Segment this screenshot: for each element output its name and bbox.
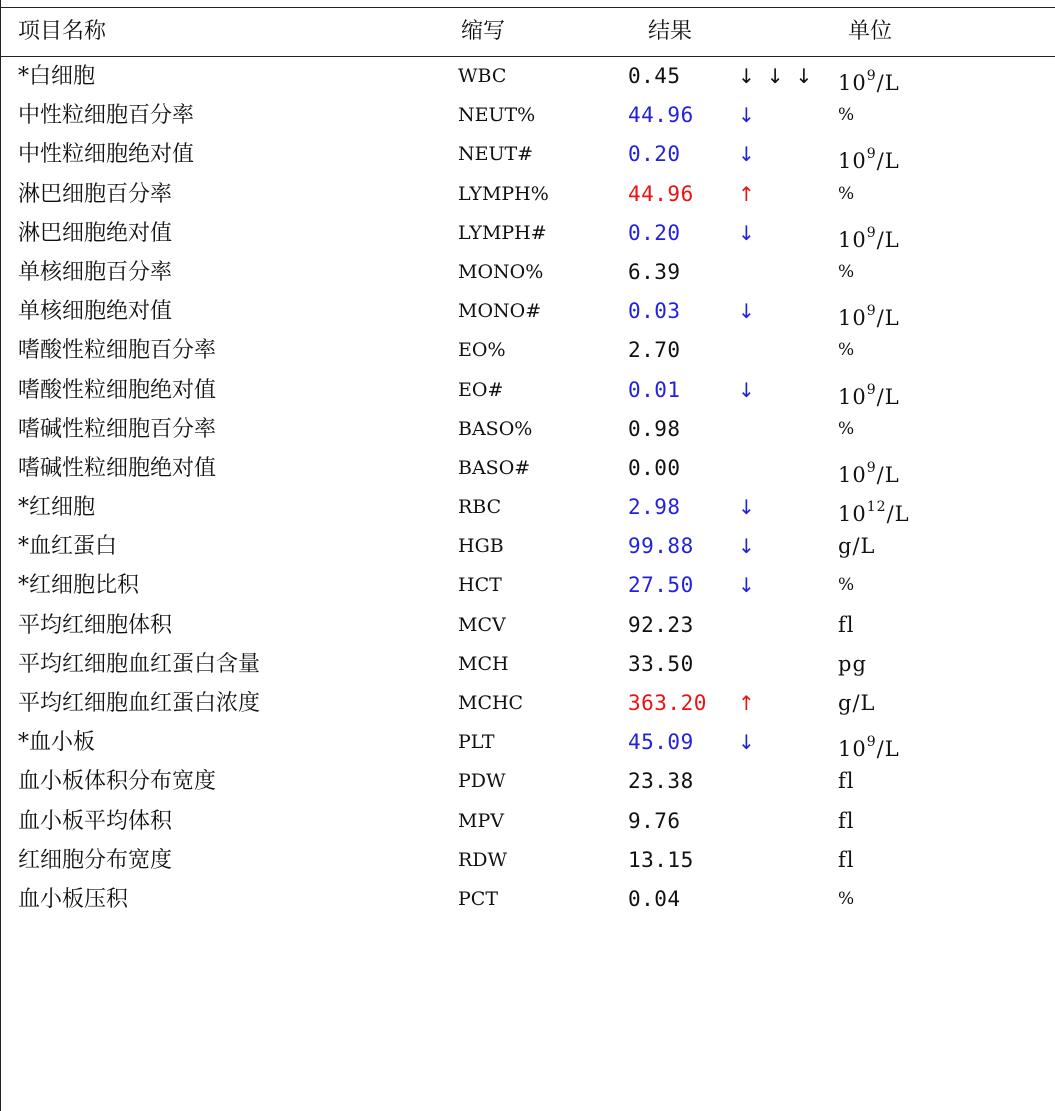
item-value: 0.98 — [628, 416, 681, 441]
table-row — [0, 410, 1055, 449]
unit-base: g/L — [838, 691, 876, 715]
results-table-body — [0, 57, 1055, 919]
unit-base: 10 — [838, 462, 867, 487]
unit-tail: /L — [876, 71, 900, 95]
arrow-down-icon: ↓ — [738, 573, 755, 598]
item-name: *血小板 — [18, 730, 96, 756]
arrow-up-icon: ↑ — [738, 181, 755, 206]
item-name: *红细胞 — [18, 495, 96, 521]
unit-exponent: 9 — [866, 146, 877, 163]
table-row — [0, 253, 1055, 292]
item-value: 363.20 — [628, 691, 707, 715]
unit-base: 10 — [838, 71, 867, 95]
header-result: 结果 — [648, 19, 693, 44]
item-value: 6.39 — [628, 259, 681, 284]
item-name: *红细胞比积 — [18, 573, 140, 599]
unit-base: fl — [838, 769, 855, 794]
unit-exponent: 9 — [866, 459, 877, 476]
unit-tail: /L — [876, 306, 900, 331]
item-value: 2.98 — [628, 495, 681, 520]
item-abbr: LYMPH% — [458, 182, 549, 205]
item-name: 中性粒细胞绝对值 — [18, 142, 195, 168]
arrow-down-icon: ↓ — [738, 103, 755, 128]
table-row — [0, 723, 1055, 762]
unit-tail: /L — [876, 462, 900, 487]
table-row — [0, 449, 1055, 488]
item-unit — [838, 175, 855, 214]
item-value: 0.01 — [628, 377, 681, 402]
item-abbr: RBC — [458, 496, 502, 519]
table-row — [0, 175, 1055, 214]
item-abbr: NEUT% — [458, 104, 536, 127]
item-name: 中性粒细胞百分率 — [18, 103, 195, 129]
item-unit — [838, 410, 855, 449]
item-name: 血小板压积 — [18, 886, 129, 912]
item-unit — [838, 331, 855, 370]
item-abbr: EO# — [458, 378, 504, 401]
unit-base: 10 — [838, 384, 867, 409]
arrow-down-icon: ↓ — [738, 299, 755, 324]
item-abbr: EO% — [458, 339, 506, 362]
table-row — [0, 96, 1055, 135]
item-abbr: MONO# — [458, 300, 542, 323]
table-top-rule — [0, 7, 1055, 8]
item-name: 血小板体积分布宽度 — [18, 769, 217, 795]
arrow-down-icon: ↓ — [738, 495, 755, 520]
item-unit — [838, 880, 855, 919]
table-row — [0, 645, 1055, 684]
unit-base: % — [838, 105, 856, 126]
arrow-down-icon: ↓ — [738, 220, 755, 245]
table-row — [0, 488, 1055, 527]
item-value: 0.20 — [628, 220, 681, 245]
item-unit — [838, 841, 855, 880]
table-row — [0, 292, 1055, 331]
arrow-down-icon: ↓ — [738, 730, 755, 755]
item-name: 淋巴细胞绝对值 — [18, 220, 173, 246]
item-name: 嗜酸性粒细胞百分率 — [18, 338, 217, 364]
item-name: 淋巴细胞百分率 — [18, 181, 173, 207]
item-abbr: RDW — [458, 848, 508, 871]
item-value: 0.45 — [628, 64, 681, 88]
item-abbr: LYMPH# — [458, 221, 547, 244]
table-row — [0, 214, 1055, 253]
item-abbr: HCT — [458, 574, 502, 597]
unit-exponent: 9 — [866, 734, 877, 751]
item-name: 嗜碱性粒细胞百分率 — [18, 416, 217, 442]
unit-base: % — [838, 888, 856, 909]
item-value: 23.38 — [628, 769, 694, 794]
unit-base: g/L — [838, 534, 876, 559]
unit-base: 10 — [838, 149, 867, 174]
item-abbr: MCH — [458, 652, 509, 675]
item-unit — [838, 253, 855, 292]
unit-base: fl — [838, 847, 855, 872]
item-value: 0.03 — [628, 299, 681, 324]
unit-tail: /L — [876, 227, 900, 252]
item-unit — [838, 566, 855, 605]
unit-tail: /L — [876, 149, 900, 174]
item-value: 27.50 — [628, 573, 694, 598]
item-unit — [838, 762, 855, 801]
item-name: 单核细胞绝对值 — [18, 299, 173, 325]
table-row — [0, 684, 1055, 723]
unit-base: fl — [838, 612, 855, 637]
item-value: 33.50 — [628, 651, 694, 676]
item-value: 44.96 — [628, 181, 694, 206]
table-row — [0, 802, 1055, 841]
item-abbr: WBC — [458, 65, 507, 87]
item-unit — [838, 606, 855, 645]
item-name: 红细胞分布宽度 — [18, 847, 173, 873]
item-unit — [838, 527, 875, 566]
item-abbr: HGB — [458, 535, 504, 558]
table-row — [0, 762, 1055, 801]
unit-tail: /L — [876, 384, 900, 409]
item-abbr: NEUT# — [458, 143, 534, 166]
table-header — [0, 12, 1055, 52]
item-value: 45.09 — [628, 730, 694, 755]
header-unit: 单位 — [848, 19, 893, 44]
item-name: *白细胞 — [18, 64, 96, 89]
item-abbr: MCV — [458, 613, 506, 636]
unit-tail: /L — [876, 737, 900, 762]
item-abbr: BASO# — [458, 456, 531, 479]
arrow-down-icon: ↓ — [738, 142, 755, 167]
item-name: 嗜酸性粒细胞绝对值 — [18, 377, 217, 403]
unit-base: pg — [838, 651, 867, 676]
unit-base: 10 — [838, 227, 867, 252]
item-value: 2.70 — [628, 338, 681, 363]
unit-exponent: 9 — [866, 224, 877, 241]
item-abbr: MCHC — [458, 692, 524, 714]
item-name: 平均红细胞血红蛋白浓度 — [18, 691, 261, 716]
item-name: 平均红细胞血红蛋白含量 — [18, 651, 261, 677]
item-name: 血小板平均体积 — [18, 808, 173, 834]
header-abbr: 缩写 — [461, 19, 506, 44]
item-name: 平均红细胞体积 — [18, 612, 173, 638]
table-row — [0, 880, 1055, 919]
table-row — [0, 606, 1055, 645]
item-abbr: PCT — [458, 887, 498, 910]
item-value: 99.88 — [628, 534, 694, 559]
item-value: 13.15 — [628, 847, 694, 872]
item-unit — [838, 96, 855, 135]
item-abbr: MPV — [458, 809, 504, 832]
table-row — [0, 57, 1055, 96]
header-name: 项目名称 — [18, 19, 107, 44]
table-row — [0, 331, 1055, 370]
unit-tail: /L — [886, 502, 910, 527]
unit-exponent: 9 — [866, 303, 877, 320]
item-name: *血红蛋白 — [18, 534, 118, 560]
unit-base: fl — [838, 808, 855, 833]
table-row — [0, 527, 1055, 566]
unit-base: 10 — [838, 737, 867, 762]
item-name: 嗜碱性粒细胞绝对值 — [18, 455, 217, 481]
unit-base: 10 — [838, 502, 867, 527]
item-value: 9.76 — [628, 808, 681, 833]
unit-exponent: 9 — [866, 381, 877, 398]
item-abbr: PDW — [458, 770, 506, 793]
unit-exponent: 12 — [866, 499, 887, 516]
item-value: 92.23 — [628, 612, 694, 637]
unit-base: % — [838, 183, 856, 204]
unit-base: % — [838, 418, 856, 439]
item-value: 0.00 — [628, 455, 681, 480]
table-row — [0, 135, 1055, 174]
arrow-down-icon: ↓ — [738, 377, 755, 402]
item-abbr: BASO% — [458, 417, 533, 440]
unit-exponent: 9 — [866, 68, 877, 84]
item-name: 单核细胞百分率 — [18, 259, 173, 285]
unit-base: % — [838, 340, 856, 361]
item-abbr: PLT — [458, 731, 495, 754]
unit-base: 10 — [838, 306, 867, 331]
item-value: 44.96 — [628, 103, 694, 128]
unit-base: % — [838, 261, 856, 282]
item-abbr: MONO% — [458, 260, 544, 283]
item-unit — [838, 684, 875, 723]
table-row — [0, 841, 1055, 880]
item-value: 0.20 — [628, 142, 681, 167]
arrow-up-icon: ↑ — [738, 691, 755, 715]
table-row — [0, 566, 1055, 605]
item-value: 0.04 — [628, 886, 681, 911]
item-unit — [838, 802, 855, 841]
arrow-down-icon: ↓↓↓ — [738, 64, 825, 88]
unit-base: % — [838, 575, 856, 596]
table-row — [0, 371, 1055, 410]
arrow-down-icon: ↓ — [738, 534, 755, 559]
item-unit — [838, 645, 867, 684]
